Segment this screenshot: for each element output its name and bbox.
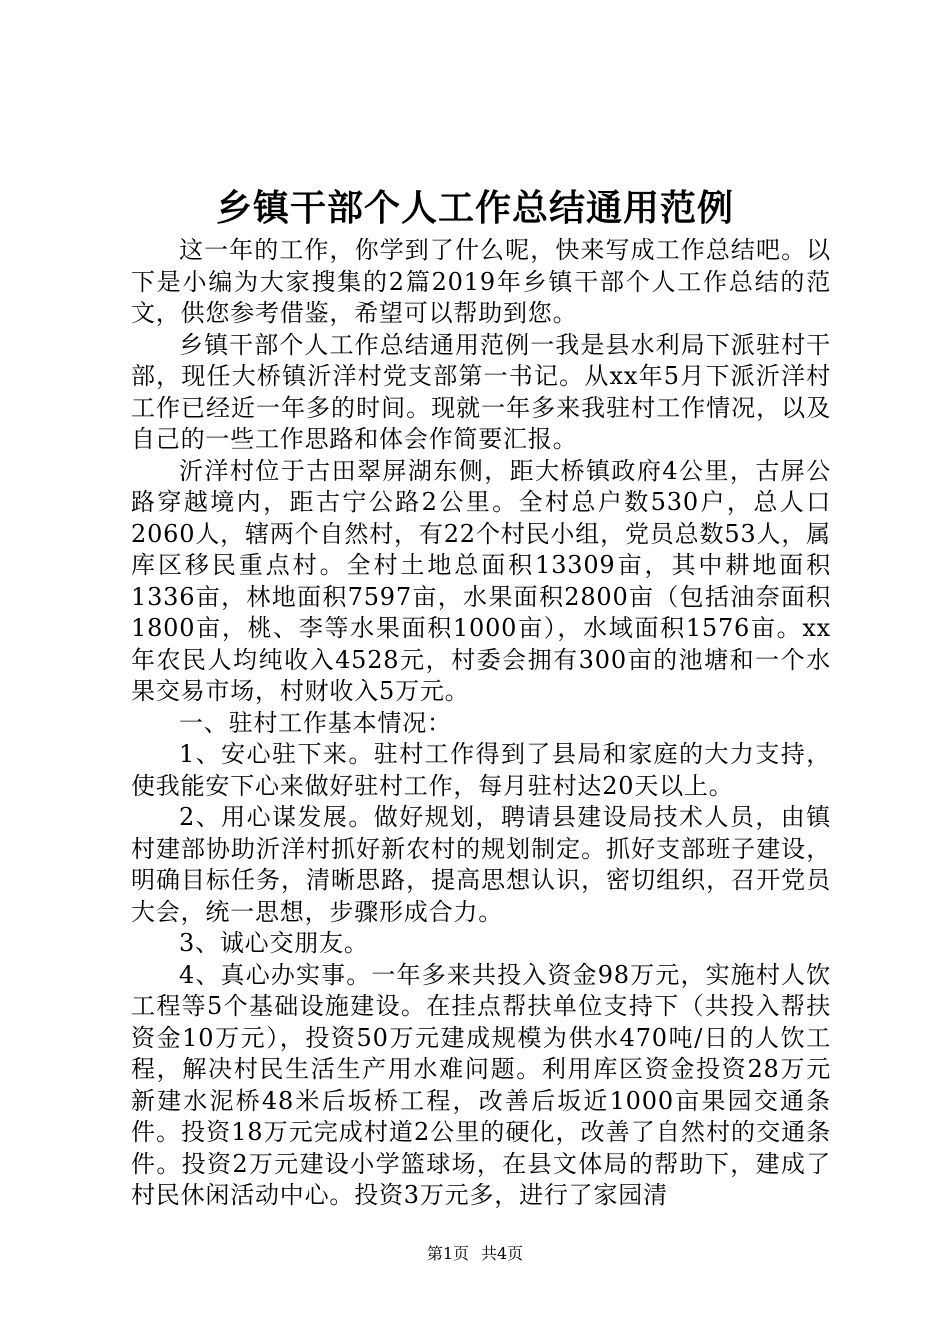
document-title: 乡镇干部个人工作总结通用范例 bbox=[215, 188, 734, 229]
document-body bbox=[131, 235, 831, 1212]
paragraph-item-1: 1、安心驻下来。驻村工作得到了县局和家庭的大力支持，使我能安下心来做好驻村工作，每月驻村达20天以上。 bbox=[131, 740, 831, 800]
page-footer bbox=[0, 1242, 950, 1266]
paragraph-intro: 这一年的工作，你学到了什么呢，快来写成工作总结吧。以下是小编为大家搜集的2篇2019年乡镇干部个人工作总结的范文，供您参考借鉴，希望可以帮助到您。 bbox=[131, 236, 831, 327]
page-number-current: 第1页 bbox=[426, 1244, 469, 1263]
paragraph-village-profile: 沂洋村位于古田翠屏湖东侧，距大桥镇政府4公里，古屏公路穿越境内，距古宁公路2公里。全村总户数530户，总人口2060人，辖两个自然村，有22个村民小组，党员总数53人，属库区移民重点村。全村土地总面积13309亩，其中耕地面积1336亩，林地面积7597亩，水果面积2800亩（包括油奈面积1800亩，桃、李等水果面积1000亩），水域面积1576亩。xx年农民人均纯收入4528元，村委会拥有300亩的池塘和一个水果交易市场，村财收入5万元。 bbox=[131, 456, 831, 705]
section-heading-basic-situation: 一、驻村工作基本情况： bbox=[179, 708, 452, 737]
page-number-total: 共4页 bbox=[481, 1244, 524, 1263]
paragraph-item-4: 4、真心办实事。一年多来共投入资金98万元，实施村人饮工程等5个基础设施建设。在挂点帮扶单位支持下（共投入帮扶资金10万元），投资50万元建成规模为供水470吨/日的人饮工程，解决村民生活生产用水难问题。利用库区资金投资28万元新建水泥桥48米后坂桥工程，改善后坂近1000亩果园交通条件。投资18万元完成村道2公里的硬化，改善了自然村的交通条件。投资2万元建设小学篮球场，在县文体局的帮助下，建成了村民休闲活动中心。投资3万元多，进行了家园清 bbox=[131, 960, 831, 1209]
paragraph-example-one: 乡镇干部个人工作总结通用范例一我是县水利局下派驻村干部，现任大桥镇沂洋村党支部第一书记。从xx年5月下派沂洋村工作已经近一年多的时间。现就一年多来我驻村工作情况，以及自己的一些工作思路和体会作简要汇报。 bbox=[131, 330, 831, 453]
paragraph-item-2: 2、用心谋发展。做好规划，聘请县建设局技术人员，由镇村建部协助沂洋村抓好新农村的规划制定。抓好支部班子建设，明确目标任务，清晰思路，提高思想认识，密切组织，召开党员大会，统一思想，步骤形成合力。 bbox=[131, 803, 831, 926]
paragraph-item-3: 3、诚心交朋友。 bbox=[179, 929, 369, 957]
